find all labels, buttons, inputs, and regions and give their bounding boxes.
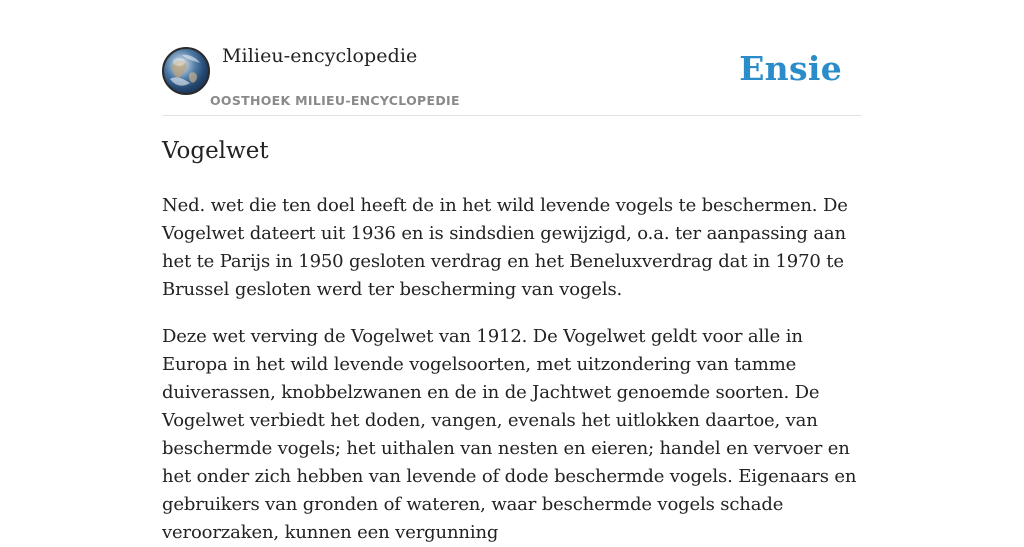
header [162,0,862,116]
article-paragraph: Ned. wet die ten doel heeft de in het wild levende vogels te beschermen. De Vogelwet dateert uit 1936 en is sindsdien gewijzigd, o.a. ter aanpassing aan het te Parijs in 1950 gesloten verdrag en het Beneluxverdrag dat in 1970 te Brussel gesloten werd ter bescherming van vogels. [162,195,848,300]
content-container [162,0,862,543]
site-subtitle: OOSTHOEK MILIEU-ENCYCLOPEDIE [210,93,460,108]
site-name[interactable]: Milieu-encyclopedie [222,45,418,67]
brand-logo[interactable]: Ensie [739,49,842,88]
earth-globe-icon[interactable] [162,47,210,95]
page-title: Vogelwet [162,138,269,164]
article-paragraph: Deze wet verving de Vogelwet van 1912. De Vogelwet geldt voor alle in Europa in het wild levende vogelsoorten, met uitzondering van tamme duiverassen, knobbelzwanen en de in de Jachtwet genoemde soorten. De Vogelwet verbiedt het doden, vangen, evenals het uitlokken daartoe, van beschermde vogels; het uithalen van nesten en eieren; handel en vervoer en het onder zich hebben van levende of dode beschermde vogels. Eigenaars en gebruikers van gronden of wateren, waar beschermde vogels schade veroorzaken, kunnen een vergunning [162,326,857,543]
